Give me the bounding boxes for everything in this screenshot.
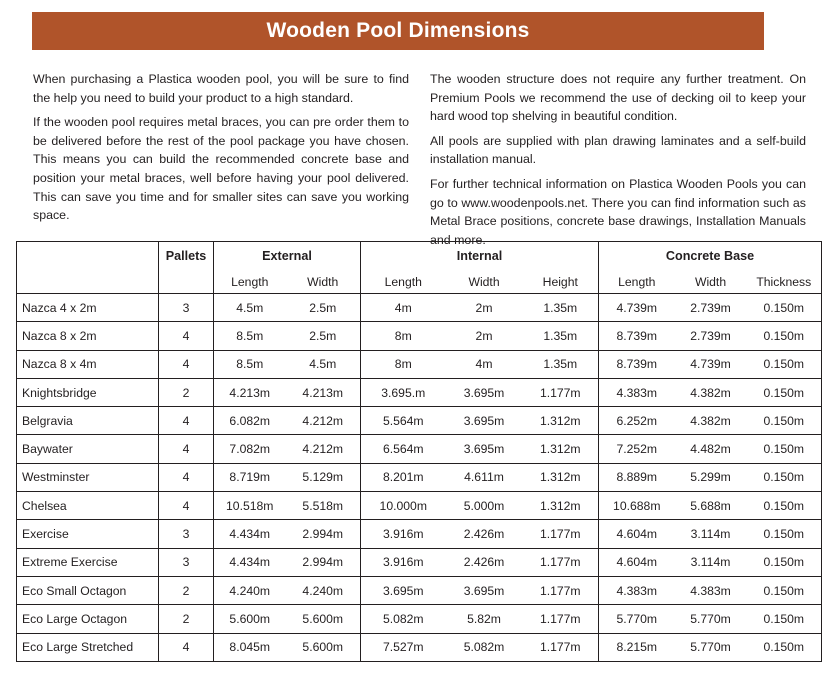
pallets-cell: 4 <box>159 492 214 520</box>
internal-length-cell: 3.695.m <box>361 378 446 406</box>
concrete-thickness-cell: 0.150m <box>747 492 822 520</box>
internal-length-cell: 8m <box>361 350 446 378</box>
intro-paragraph: When purchasing a Plastica wooden pool, you will be sure to find the help you need to build your product to a high standard. <box>33 72 409 105</box>
external-width-cell: 5.600m <box>286 633 361 661</box>
internal-length-cell: 3.916m <box>361 520 446 548</box>
internal-height-cell: 1.177m <box>523 576 599 604</box>
external-width-cell: 5.129m <box>286 463 361 491</box>
internal-height-cell: 1.35m <box>523 322 599 350</box>
internal-width-header: Width <box>446 271 523 294</box>
intro-left-column <box>33 70 409 231</box>
concrete-length-cell: 8.739m <box>599 350 675 378</box>
concrete-thickness-cell: 0.150m <box>747 548 822 576</box>
internal-width-cell: 5.82m <box>446 605 523 633</box>
concrete-width-cell: 4.482m <box>675 435 747 463</box>
intro-paragraph: If the wooden pool requires metal braces, you can pre order them to be delivered before the rest of the pool package you have chosen. This means you can build the recommended concrete base and position your metal braces, well before having your pool delivered. This can save you time and for smaller sites can save you working space. <box>33 115 409 223</box>
concrete-width-header: Width <box>675 271 747 294</box>
external-width-header: Width <box>286 271 361 294</box>
concrete-thickness-cell: 0.150m <box>747 576 822 604</box>
external-width-cell: 4.5m <box>286 350 361 378</box>
pool-name-cell: Eco Small Octagon <box>17 576 159 604</box>
internal-width-cell: 5.000m <box>446 492 523 520</box>
internal-length-cell: 6.564m <box>361 435 446 463</box>
external-length-cell: 6.082m <box>214 407 286 435</box>
internal-height-cell: 1.177m <box>523 548 599 576</box>
concrete-width-cell: 4.383m <box>675 576 747 604</box>
concrete-length-cell: 8.889m <box>599 463 675 491</box>
concrete-width-cell: 4.382m <box>675 407 747 435</box>
concrete-thickness-cell: 0.150m <box>747 520 822 548</box>
pallets-cell: 4 <box>159 633 214 661</box>
internal-width-cell: 2m <box>446 294 523 322</box>
concrete-thickness-cell: 0.150m <box>747 435 822 463</box>
internal-width-cell: 4m <box>446 350 523 378</box>
concrete-length-header: Length <box>599 271 675 294</box>
internal-height-cell: 1.35m <box>523 294 599 322</box>
internal-length-cell: 5.082m <box>361 605 446 633</box>
pallets-cell: 3 <box>159 548 214 576</box>
external-length-cell: 4.434m <box>214 548 286 576</box>
concrete-thickness-cell: 0.150m <box>747 294 822 322</box>
concrete-width-cell: 5.770m <box>675 633 747 661</box>
table-row <box>17 463 822 491</box>
concrete-width-cell: 3.114m <box>675 520 747 548</box>
pool-name-cell: Nazca 8 x 2m <box>17 322 159 350</box>
external-width-cell: 2.994m <box>286 520 361 548</box>
table-row <box>17 520 822 548</box>
pallets-cell: 2 <box>159 378 214 406</box>
internal-width-cell: 3.695m <box>446 407 523 435</box>
concrete-length-cell: 4.383m <box>599 576 675 604</box>
internal-height-cell: 1.312m <box>523 492 599 520</box>
pool-dimensions-table <box>16 241 822 662</box>
external-length-cell: 10.518m <box>214 492 286 520</box>
concrete-length-cell: 4.739m <box>599 294 675 322</box>
pool-name-cell: Chelsea <box>17 492 159 520</box>
internal-header: Internal <box>361 242 599 271</box>
external-length-cell: 8.5m <box>214 322 286 350</box>
concrete-thickness-cell: 0.150m <box>747 633 822 661</box>
pallets-cell: 4 <box>159 463 214 491</box>
pallets-cell: 2 <box>159 605 214 633</box>
internal-width-cell: 3.695m <box>446 378 523 406</box>
external-length-cell: 7.082m <box>214 435 286 463</box>
concrete-length-cell: 10.688m <box>599 492 675 520</box>
internal-length-cell: 3.916m <box>361 548 446 576</box>
title-banner <box>32 12 764 50</box>
external-length-cell: 4.213m <box>214 378 286 406</box>
concrete-width-cell: 5.688m <box>675 492 747 520</box>
internal-length-cell: 8.201m <box>361 463 446 491</box>
intro-paragraph: All pools are supplied with plan drawing laminates and a self-build installation manual. <box>430 133 806 167</box>
pool-name-cell: Baywater <box>17 435 159 463</box>
concrete-width-cell: 5.770m <box>675 605 747 633</box>
external-width-cell: 5.518m <box>286 492 361 520</box>
table-row <box>17 633 822 661</box>
table-row <box>17 350 822 378</box>
table-row <box>17 605 822 633</box>
concrete-length-cell: 4.604m <box>599 520 675 548</box>
internal-height-cell: 1.177m <box>523 378 599 406</box>
external-length-cell: 4.240m <box>214 576 286 604</box>
external-length-cell: 8.5m <box>214 350 286 378</box>
concrete-width-cell: 4.739m <box>675 350 747 378</box>
pallets-cell: 4 <box>159 350 214 378</box>
pool-name-cell: Belgravia <box>17 407 159 435</box>
pallets-cell: 3 <box>159 520 214 548</box>
pool-name-cell: Knightsbridge <box>17 378 159 406</box>
concrete-length-cell: 5.770m <box>599 605 675 633</box>
table-row <box>17 294 822 322</box>
external-width-cell: 2.994m <box>286 548 361 576</box>
internal-height-cell: 1.177m <box>523 605 599 633</box>
concrete-length-cell: 8.215m <box>599 633 675 661</box>
pool-name-cell: Westminster <box>17 463 159 491</box>
external-width-cell: 4.212m <box>286 435 361 463</box>
pool-name-cell: Extreme Exercise <box>17 548 159 576</box>
page-title: Wooden Pool Dimensions <box>266 19 530 42</box>
concrete-thickness-cell: 0.150m <box>747 605 822 633</box>
concrete-width-cell: 5.299m <box>675 463 747 491</box>
pallets-cell: 4 <box>159 407 214 435</box>
internal-width-cell: 2.426m <box>446 548 523 576</box>
table-row <box>17 322 822 350</box>
pool-name-cell: Exercise <box>17 520 159 548</box>
internal-length-cell: 4m <box>361 294 446 322</box>
external-length-cell: 5.600m <box>214 605 286 633</box>
external-header: External <box>214 242 361 271</box>
concrete-width-cell: 2.739m <box>675 322 747 350</box>
internal-height-cell: 1.312m <box>523 463 599 491</box>
table-body <box>17 294 822 662</box>
external-width-cell: 5.600m <box>286 605 361 633</box>
intro-paragraph: For further technical information on Plastica Wooden Pools you can go to www.woodenpools.net. There you can find information such as Metal Brace positions, concrete base drawings, Installation Manuals and more. <box>430 176 806 247</box>
concrete-thickness-cell: 0.150m <box>747 463 822 491</box>
internal-width-cell: 3.695m <box>446 576 523 604</box>
concrete-thickness-cell: 0.150m <box>747 322 822 350</box>
concrete-width-cell: 4.382m <box>675 378 747 406</box>
internal-length-cell: 10.000m <box>361 492 446 520</box>
pallets-cell: 4 <box>159 435 214 463</box>
group-header-row <box>17 242 822 271</box>
external-width-cell: 2.5m <box>286 322 361 350</box>
internal-height-cell: 1.177m <box>523 520 599 548</box>
concrete-thickness-cell: 0.150m <box>747 378 822 406</box>
intro-right-column <box>430 70 806 255</box>
internal-width-cell: 3.695m <box>446 435 523 463</box>
pool-name-cell: Eco Large Octagon <box>17 605 159 633</box>
concrete-base-header: Concrete Base <box>599 242 822 271</box>
concrete-width-cell: 3.114m <box>675 548 747 576</box>
external-length-cell: 4.434m <box>214 520 286 548</box>
concrete-length-cell: 4.383m <box>599 378 675 406</box>
external-width-cell: 4.212m <box>286 407 361 435</box>
pallets-cell: 3 <box>159 294 214 322</box>
external-width-cell: 2.5m <box>286 294 361 322</box>
internal-width-cell: 2.426m <box>446 520 523 548</box>
concrete-length-cell: 4.604m <box>599 548 675 576</box>
pool-name-cell: Nazca 4 x 2m <box>17 294 159 322</box>
internal-height-cell: 1.312m <box>523 407 599 435</box>
external-length-cell: 8.719m <box>214 463 286 491</box>
intro-paragraph: The wooden structure does not require any further treatment. On Premium Pools we recommend the use of decking oil to keep your hard wood top shelving in beautiful condition. <box>430 72 806 124</box>
concrete-length-cell: 7.252m <box>599 435 675 463</box>
internal-height-cell: 1.35m <box>523 350 599 378</box>
pallets-cell: 4 <box>159 322 214 350</box>
table-row <box>17 548 822 576</box>
pallets-header: Pallets <box>159 242 214 271</box>
internal-length-cell: 8m <box>361 322 446 350</box>
table-row <box>17 407 822 435</box>
external-width-cell: 4.240m <box>286 576 361 604</box>
name-header-cell <box>17 242 159 271</box>
internal-width-cell: 2m <box>446 322 523 350</box>
concrete-width-cell: 2.739m <box>675 294 747 322</box>
concrete-thickness-header: Thickness <box>747 271 822 294</box>
internal-width-cell: 4.611m <box>446 463 523 491</box>
pallets-cell: 2 <box>159 576 214 604</box>
internal-length-cell: 3.695m <box>361 576 446 604</box>
table-row <box>17 435 822 463</box>
sub-header-row <box>17 271 822 294</box>
internal-height-cell: 1.312m <box>523 435 599 463</box>
internal-width-cell: 5.082m <box>446 633 523 661</box>
concrete-thickness-cell: 0.150m <box>747 350 822 378</box>
table-row <box>17 576 822 604</box>
concrete-length-cell: 8.739m <box>599 322 675 350</box>
external-length-cell: 8.045m <box>214 633 286 661</box>
external-width-cell: 4.213m <box>286 378 361 406</box>
internal-length-cell: 5.564m <box>361 407 446 435</box>
table-row <box>17 492 822 520</box>
table-row <box>17 378 822 406</box>
external-length-cell: 4.5m <box>214 294 286 322</box>
internal-length-cell: 7.527m <box>361 633 446 661</box>
concrete-thickness-cell: 0.150m <box>747 407 822 435</box>
pool-name-cell: Nazca 8 x 4m <box>17 350 159 378</box>
concrete-length-cell: 6.252m <box>599 407 675 435</box>
internal-length-header: Length <box>361 271 446 294</box>
internal-height-cell: 1.177m <box>523 633 599 661</box>
internal-height-header: Height <box>523 271 599 294</box>
external-length-header: Length <box>214 271 286 294</box>
pool-name-cell: Eco Large Stretched <box>17 633 159 661</box>
